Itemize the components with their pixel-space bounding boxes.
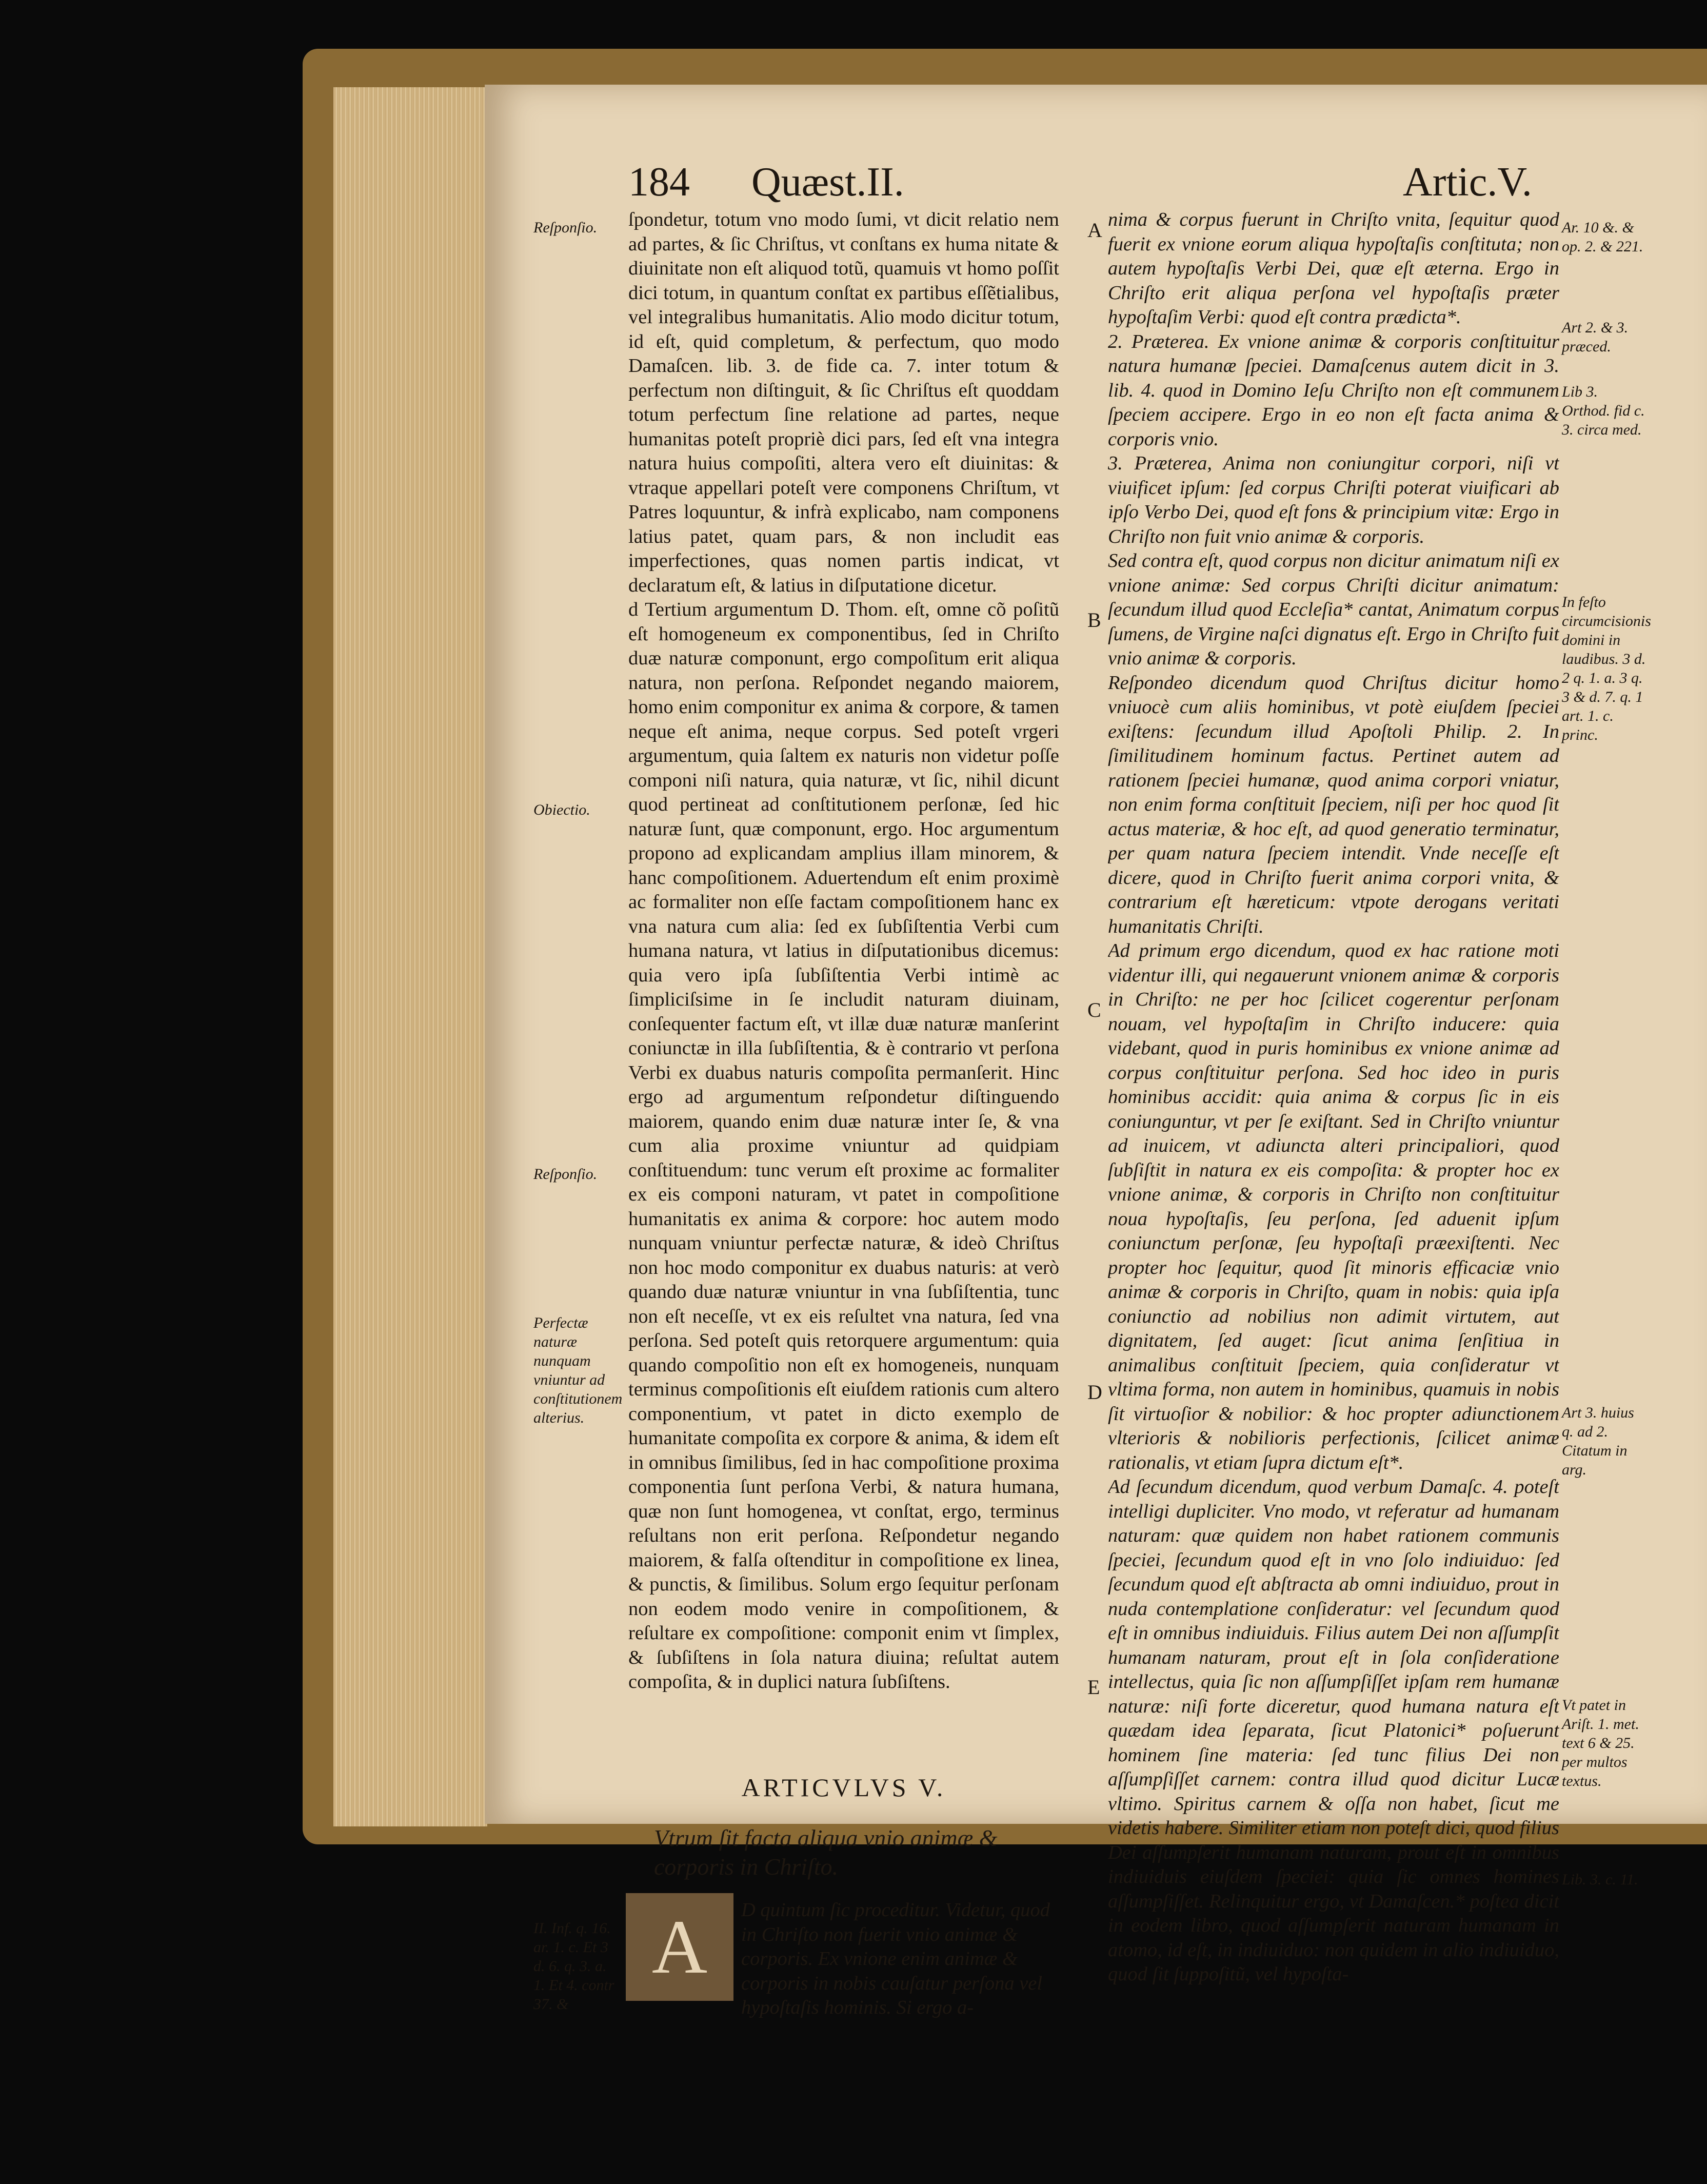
margin-note-obiectio: Obiectio. xyxy=(533,801,590,818)
right-column-text: nima & corpus fuerunt in Chriſto vnita, ſequitur quod fuerit ex vnione eorum aliqua hypoſtaſis conſtituta; non autem hypoſtaſis Verbi Dei, quæ eſt æterna. Ergo in Chriſto erit aliqua perſona vel hypoſtaſis præter hypoſtaſim Verbi: quod eſt contra prædicta*. 2. Præterea. Ex vnione animæ & corporis conſtituitur natura humanæ ſpeciei. Damaſcenus autem dicit in 3. lib. 4. quod in Domino Ieſu Chriſto non eſt communem ſpeciem accipere. Ergo in eo non eſt facta anima & corporis vnio. 3. Præterea, Anima non coniungitur corpori, niſi vt viuificet ipſum: ſed corpus Chriſti poterat viuificari ab ipſo Verbo Dei, quod eſt fons & principium vitæ: Ergo in Chriſto non fuit vnio animæ & corporis. Sed contra eſt, quod corpus non dicitur animatum niſi ex vnione animæ: Sed corpus Chriſti dicitur animatum: ſecundum illud quod Eccleſia* cantat, Animatum corpus ſumens, de Virgine naſci dignatus eſt. Ergo in Chriſto fuit vnio animæ & corporis. Reſpondeo dicendum quod Chriſtus dicitur homo vniuocè cum aliis hominibus, vt potè eiuſdem ſpeciei exiſtens: ſecundum illud Apoſtoli Philip. 2. In ſimilitudinem hominum factus. Pertinet autem ad rationem ſpeciei humanæ, quod anima corpori vniatur, non enim forma conſtituit ſpeciem, niſi per hoc quod ſit actus materiæ, & hoc eſt, ad quod generatio terminatur, per quam natura ſpeciem intendit. Vnde neceſſe eſt dicere, quod in Chriſto fuerit anima corpori vnita, & contrarium eſt hæreticum: vtpote derogans veritati humanitatis Chriſti. Ad primum ergo dicendum, quod ex hac ratione moti videntur illi, qui negauerunt vnionem animæ & corporis in Chriſto: ne per hoc ſcilicet cogerentur perſonam nouam, vel hypoſtaſim in Chriſto inducere: quia videbant, quod in puris hominibus ex vnione animæ ad corpus conſtituitur perſona. Sed hoc ideo in puris hominibus accidit: quia anima & corpus ſic in eis coniunguntur, vt per ſe exiſtant. Sed in Chriſto vniuntur ad inuicem, vt adiuncta alteri principaliori, quod ſubſiſtit in natura ex eis compoſita: & propter hoc ex vnione animæ, & corporis in Chriſto non conſtituitur noua hypoſtaſis, ſeu perſona, ſed aduenit ipſum coniunctum perſonæ, ſeu hypoſtaſi præexiſtenti. Nec propter hoc ſequitur, quod ſit minoris efficaciæ vnio animæ & corporis in Chriſto, quam in nobis: quia ipſa coniunctio ad nobilius non adimit virtutem, aut dignitatem, ſed auget: ſicut anima ſenſitiua in animalibus conſtituit ſpeciem, quia conſideratur vt vltima forma, non autem in hominibus, quamuis in nobis ſit virtuoſior & nobilior: & hoc propter adiunctionem vlterioris & nobilioris perfectionis, ſcilicet animæ rationalis, vt etiam ſupra dictum eſt*. Ad ſecundum dicendum, quod verbum Damaſc. 4. poteſt intelligi dupliciter. Vno modo, vt referatur ad humanam naturam: quæ quidem non habet rationem communis ſpeciei, ſecundum quod eſt in vno ſolo indiuiduo: ſed ſecundum quod eſt abſtracta ab omni indiuiduo, prout in nuda contemplatione conſideratur: vel ſecundum quod eſt in omnibus indiuiduis. Filius autem Dei non aſſumpſit humanam naturam, prout eſt in ſola conſideratione intellectus, quia ſic non aſſumpſiſſet ipſam rem humanæ naturæ: niſi forte diceretur, quod humana natura eſt quædam idea ſeparata, ſicut Platonici* poſuerunt hominem ſine materia: ſed tunc filius Dei non aſſumpſiſſet carnem: contra illud quod dicitur Lucæ vltimo. Spiritus carnem & oſſa non habet, ſicut me videtis habere. Similiter etiam non poteſt dici, quod filius Dei aſſumpſerit humanam naturam, prout eſt in omnibus indiuiduis eiuſdem ſpeciei: quia ſic omnes homines aſſumpſiſſet. Relinquitur ergo, vt Damaſcen.* poſtea dicit in eodem libro, quod aſſumpſerit naturam humanam in atomo, id eſt, in indiuiduo: non quidem in alio indiuiduo, quod ſit ſuppoſitũ, vel hypoſta- xyxy=(1108,209,1559,1985)
margin-note-right-5: Art 3. huius q. ad 2. Citatum in arg. xyxy=(1562,1404,1634,1478)
section-marker-c: C xyxy=(1087,998,1101,1021)
margin-note-right-1: Ar. 10 &. & op. 2. & 221. xyxy=(1562,219,1643,255)
article-opening: D quintum ſic proceditur. Videtur, quod in Chriſto non fuerit vnio animæ & corporis. Ex vnione enim animæ & corporis in nobis cauſatur perſona vel hypoſtaſis hominis. Si ergo a- xyxy=(741,1899,1050,2018)
margin-note-responsio-1: Reſponſio. xyxy=(533,219,598,236)
question-heading: Quæst.II. xyxy=(751,160,904,205)
margin-note-right-7: Lib. 3. c. 11. xyxy=(1562,1871,1638,1888)
page-edges xyxy=(333,87,487,1826)
section-marker-e: E xyxy=(1087,1676,1100,1699)
article-heading: Artic.V. xyxy=(1403,160,1532,205)
page-number: 184 xyxy=(628,160,690,205)
article-number: ARTICVLVS V. xyxy=(741,1773,946,1802)
decorated-initial: A xyxy=(626,1893,733,2001)
margin-note-right-3: Lib 3. Orthod. fid c. 3. circa med. xyxy=(1562,383,1645,438)
margin-note-right-4: In feſto circumcisionis domini in laudibus. 3 d. 2 q. 1. a. 3 q. 3 & d. 7. q. 1 art. 1. c. princ. xyxy=(1562,594,1651,743)
margin-note-perfectae: Perfectæ naturæ nunquam vniuntur ad conſtitutionem alterius. xyxy=(533,1314,623,1426)
running-header xyxy=(628,159,1603,215)
margin-note-right-2: Art 2. & 3. præced. xyxy=(1562,319,1629,355)
section-marker-d: D xyxy=(1087,1381,1102,1404)
section-marker-b: B xyxy=(1087,608,1101,632)
margin-note-references: II. Inf. q. 16. ar. 1. c. Et 3 d. 6. q. 3. a. 1. Et 4. contr 37. & xyxy=(533,1920,614,2013)
margin-note-responsio-2: Reſponſio. xyxy=(533,1166,598,1183)
margin-note-right-6: Vt patet in Ariſt. 1. met. text 6 & 25. per multos textus. xyxy=(1562,1697,1639,1789)
section-marker-a: A xyxy=(1087,219,1102,242)
left-column-text: ſpondetur, totum vno modo ſumi, vt dicit relatio nem ad partes, & ſic Chriſtus, vt conſtans ex huma nitate & diuinitate non eſt aliquod totũ, quamuis vt homo poſſit dici totum, in quantum conſtat ex partibus eſſẽtialibus, vel integralibus humanitatis. Alio modo dicitur totum, id eſt, quid completum, & perfectum, quo modo Damaſcen. lib. 3. de fide ca. 7. inter totum & perfectum non diſtinguit, & ſic Chriſtus eſt quoddam totum perfectum ſine relatione ad partes, neque humanitas poteſt propriè dici pars, ſed eſt vna integra natura huius compoſiti, altera vero eſt diuinitas: & vtraque appellari poteſt vere componens Chriſtum, vt Patres loquuntur, & infrà explicabo, nam componens latius patet, quam pars, & non includit eas imperfectiones, quas nomen partis indicat, vt declaratum eſt, & latius in diſputatione dicetur. d Tertium argumentum D. Thom. eſt, omne cõ poſitũ eſt homogeneum ex componentibus, ſed in Chriſto duæ naturæ componunt, ergo compoſitum erit aliqua natura, non perſona. Reſpondet negando maiorem, homo enim componitur ex anima & corpore, & tamen neque eſt anima, neque corpus. Sed poteſt vrgeri argumentum, quia ſaltem ex naturis non videtur poſſe componi niſi natura, quia naturæ, vt ſic, nihil dicunt quod pertineat ad conſtitutionem perſonæ, ſed hic naturæ ſunt, quæ componunt, ergo. Hoc argumentum propono ad explicandam amplius illam minorem, & hanc compoſitionem. Aduertendum eſt enim proximè ac formaliter non eſſe factam compoſitionem hanc ex vna natura cum alia: ſed ex ſubſiſtentia Verbi cum humana natura, vt latius in diſputationibus dicemus: quia vero ipſa ſubſiſtentia Verbi intimè ac ſimpliciſsime in ſe includit naturam diuinam, conſequenter factum eſt, vt illæ duæ naturæ manſerint coniunctæ in illa ſubſiſtentia, & è contrario vt perſona Verbi ex duabus naturis compoſita permanſerit. Hinc ergo ad argumentum reſpondetur diſtinguendo maiorem, quando enim duæ naturæ inter ſe, & vna cum alia proxime vniuntur ad quidpiam conſtituendum: tunc verum eſt proxime ac formaliter ex eis componi naturam, vt patet in compoſitione humanitatis ex anima & corpore: hoc autem modo nunquam vniuntur perfectæ naturæ, & ideò Chriſtus non hoc modo componitur ex duabus naturis: at verò quando duæ naturæ vniuntur in vna ſubſiſtentia, tunc non eſt neceſſe, vt ex eis reſultet vna natura, ſed vna perſona. Sed poteſt quis retorquere argumentum: quia quando compoſitio non eſt ex homogeneis, nunquam terminus compoſitionis eſt eiuſdem rationis cum altero componentium, vt patet in dicto exemplo de humanitate compoſita ex corpore & anima, & idem eſt in omnibus ſimilibus, ſed in hac compoſitione proxima componentia ſunt perſona Verbi, & natura humana, quæ non ſunt homogenea, vt conſtat, ergo, terminus reſultans non erit perſona. Reſpondetur negando maiorem, & falſa oſtenditur in compoſitione ex linea, & punctis, & ſimilibus. Solum ergo ſequitur perſonam non eodem modo venire in compoſitionem, & reſultare ex compoſitione: componit enim vt ſimplex, & ſubſiſtens in ſola natura diuina; reſultat autem compoſita, & in duplici natura ſubſiſtens. xyxy=(628,209,1059,1693)
book-page xyxy=(485,85,1707,2018)
article-title: Vtrum ſit facta aliqua vnio animæ & corporis in Chriſto. xyxy=(654,1825,998,1880)
